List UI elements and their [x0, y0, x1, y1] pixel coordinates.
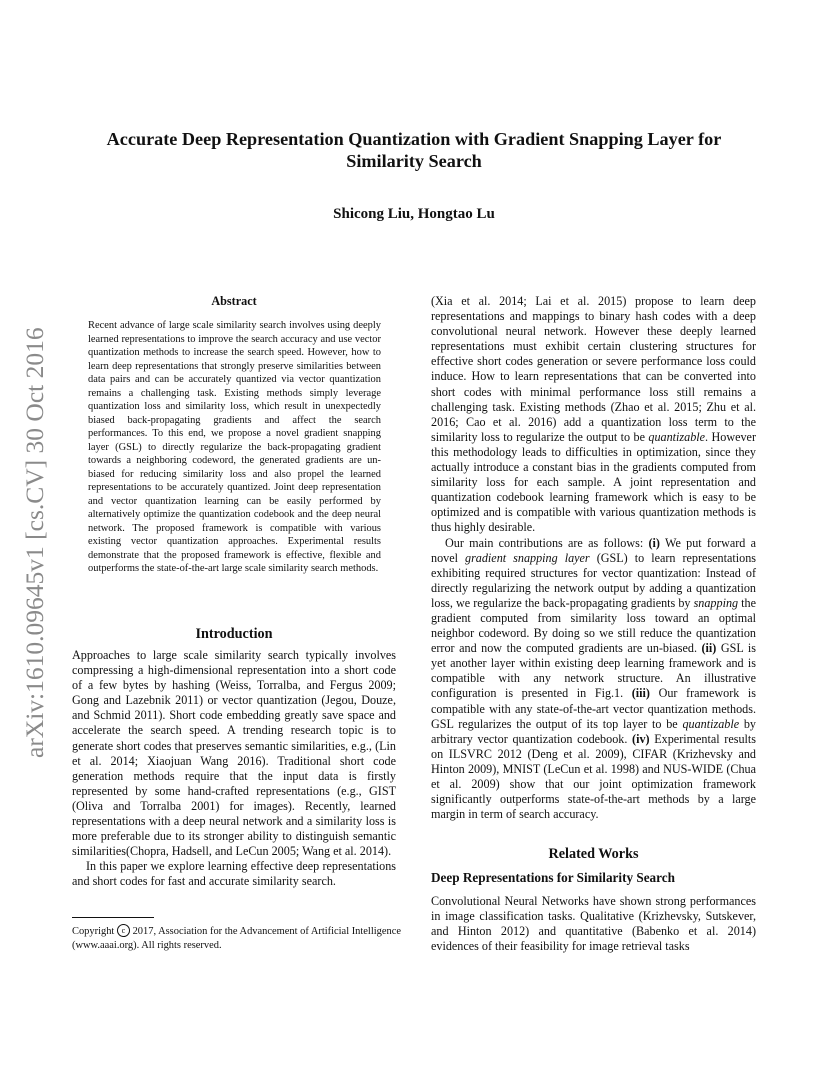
right-column-body — [431, 294, 756, 822]
paper-authors: Shicong Liu, Hongtao Lu — [333, 206, 495, 222]
copyright-symbol: c — [117, 924, 130, 937]
introduction-paragraph-1: Approaches to large scale similarity search typically involves compressing a high-dimensional representation into a short code of a few bytes by hashing (Weiss, Torralba, and Fergus 2009; Gong and Lazebnik 2011) or vector quantization (Jegou, Douze, and Schmid 2011). Short code embedding greatly save space and accelerate the search speed. A trending research topic is to generate short codes that preserves semantic similarities, e.g., (Lin et al. 2014; Xiaojuan Wang 2016). Traditional short code generation methods require that the input data is firstly represented by some hand-crafted representations (e.g., GIST (Oliva and Torralba 2001) for images). Recently, learned representations with a deep neural network and a similarity loss is more preferable due to its stronger ability to distinguish semantic similarities(Chopra, Hadsell, and LeCun 2005; Wang et al. 2014). — [72, 648, 396, 859]
introduction-paragraph-2: In this paper we explore learning effective deep representations and short codes for fast and accurate similarity search. — [72, 859, 396, 889]
text-run: Our framework is compatible with any state-of-the-art vector quantization methods. GSL regularizes the output of its top layer to be — [431, 686, 756, 731]
copyright-footnote — [72, 924, 402, 952]
text-run: (Xia et al. 2014; Lai et al. 2015) propose to learn deep representations and mappings to binary hash codes with a deep convolutional neural network. However these deeply learned representations must exhibit certain clustering structures for effective short codes generation or severe performance loss could induce. How to learn representations that can be converted into short codes with minimal performance loss still remains a challenging task. Existing methods (Zhao et al. 2015; Zhu et al. 2016; Cao et al. 2016) add a quantization loss term to the similarity loss to regularize the output to be — [431, 294, 756, 444]
abstract-heading: Abstract — [211, 294, 257, 308]
related-works-body — [431, 894, 756, 954]
related-works-paragraph: Convolutional Neural Networks have shown strong performances in image classification tasks. Qualitative (Krizhevsky, Sutskever, and Hinton 2012) and quantitative (Babenko et al. 2014) evidences of their feasibility for image retrieval tasks — [431, 894, 756, 954]
contributions-paragraph — [431, 536, 756, 823]
text-run: by arbitrary vector quantization codebook. — [431, 716, 756, 746]
bold-marker: (ii) — [701, 641, 717, 656]
emphasis-run: quantizable — [648, 429, 706, 444]
arxiv-identifier: arXiv:1610.09645v1 [cs.CV] 30 Oct 2016 — [20, 327, 49, 758]
text-run: the gradient computed from similarity loss toward an optimal neighbor codeword. By doing so we still reduce the quantization error and now the computed gradients are un-biased. — [431, 595, 756, 656]
related-works-subsection — [431, 870, 756, 886]
bold-marker: (iv) — [632, 731, 650, 746]
text-run: We put forward a novel — [431, 535, 757, 565]
related-works-heading: Related Works — [548, 846, 639, 862]
text-run: Experimental results on ILSVRC 2012 (Deng et al. 2009), CIFAR (Krizhevsky and Hinton 2009), MNIST (LeCun et al. 1998) and NUS-WIDE (Chua et al. 2009) show that our joint optimization framework significantly outperforms state-of-the-art methods by a large margin in term of search accuracy. — [431, 731, 757, 822]
related-works-subheading: Deep Representations for Similarity Search — [431, 870, 675, 885]
abstract-text: Recent advance of large scale similarity search involves using deeply learned representations to improve the search accuracy and use vector quantization methods to increase the search speed. However, how to learn deep representations that strongly preserve similarities between data pairs and can be accurately quantized via vector quantization remains a challenging task. Existing methods simply leverage quantization loss and similarity loss, which result in unexpectedly biased back-propagating gradients and affect the search performances. To this end, we propose a novel gradient snapping layer (GSL) to directly regularize the back-propagating gradient towards a neighboring codeword, the generated gradients are un-biased for reducing similarity loss and also propel the learned representations to be accurately quantized. Joint deep representation and vector quantization learning can be easily performed by alternatively optimize the quantization codebook and the deep neural network. The proposed framework is compatible with various existing vector quantization approaches. Experimental results demonstrate that the proposed framework is effective, flexible and outperforms the state-of-the-art large scale similarity search methods. — [88, 320, 381, 574]
footnote-rule — [72, 917, 154, 918]
paper-title — [60, 128, 768, 172]
introduction-body — [72, 648, 396, 890]
paper-title-line-2: Similarity Search — [346, 151, 482, 171]
copyright-text: 2017, Association for the Advancement of Artificial Intelligence (www.aaai.org). All rights reserved. — [72, 926, 401, 951]
bold-marker: (iii) — [631, 686, 650, 701]
emphasis-run: gradient snapping layer — [465, 550, 590, 565]
emphasis-run: snapping — [693, 595, 739, 610]
text-run: (GSL) to learn representations exhibiting required structures for vector quantization: Instead of directly regularizing the network output by adding a quantization loss, we regularize the back-propagating gradients by — [431, 550, 756, 610]
bold-marker: (i) — [648, 535, 660, 550]
text-run: . However this methodology leads to difficulties in optimization, since they actually introduce a constant bias in the gradients computed from similarity loss for each sample. A joint representation and quantization codebook learning framework which is easy to be optimized and is compatible with various quantization methods is thus highly desirable. — [431, 429, 756, 535]
emphasis-run: quantizable — [682, 716, 740, 731]
introduction-heading: Introduction — [195, 626, 273, 642]
related-works-section — [431, 846, 756, 863]
introduction-section — [72, 626, 396, 643]
paper-title-line-1: Accurate Deep Representation Quantization with Gradient Snapping Layer for — [106, 129, 722, 149]
text-run: Our main contributions are as follows: — [445, 535, 649, 550]
text-run: GSL is yet another layer within existing deep learning framework and is compatible with any network structure. An illustrative configuration is presented in Fig.1. — [431, 641, 756, 701]
copyright-prefix: Copyright — [72, 926, 115, 937]
right-paragraph-1 — [431, 294, 756, 536]
